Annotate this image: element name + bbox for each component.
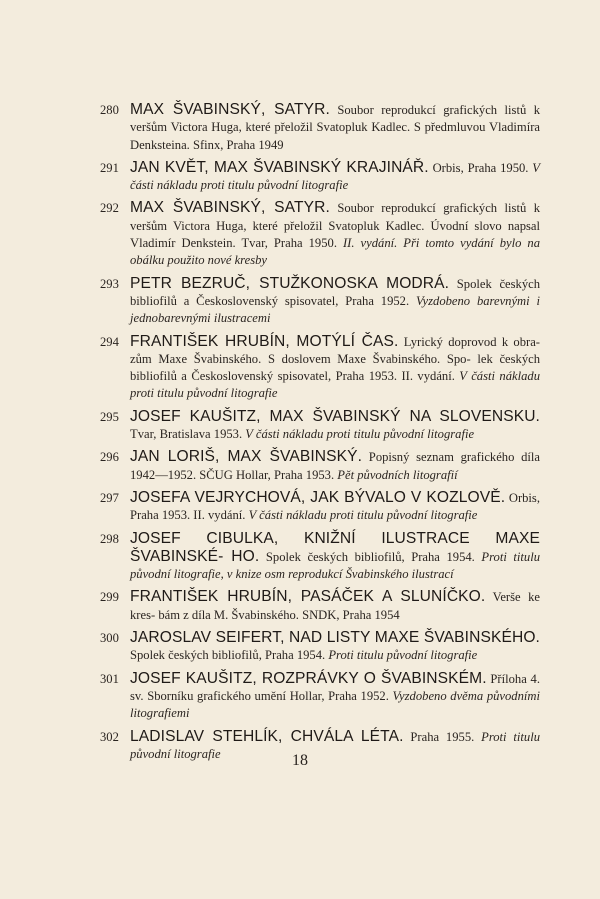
bibliography-entry [100, 670, 540, 723]
entry-heading: JAN KVĚT, MAX ŠVABINSKÝ KRAJINÁŘ. [130, 158, 429, 176]
entry-text: Spolek českých bibliofilů a Československý spisovatel, Praha 1952. [130, 276, 541, 308]
bibliography-entry [100, 159, 540, 195]
entry-note: Vyzdobeno barevnými i jednobarevnými ilustracemi [130, 293, 540, 326]
bibliography-entry [100, 588, 540, 624]
entry-note: Vyzdobeno dvěma původními litografiemi [130, 688, 540, 721]
entry-number: 301 [100, 671, 119, 686]
entry-text: Příloha 4. sv. Sborníku grafického umění Hollar, Praha 1952. [130, 671, 541, 703]
entry-heading: JOSEF KAUŠITZ, ROZPRÁVKY O ŠVABINSKÉM. [130, 669, 487, 687]
entry-text: Popisný seznam grafického díla 1942—1952. SČUG Hollar, Praha 1953. [130, 450, 540, 482]
entry-number: 295 [100, 409, 119, 424]
entry-note: II. vydání. Při tomto vydání bylo na obálku použito nové kresby [130, 236, 540, 268]
entry-number: 294 [100, 334, 119, 349]
entry-number: 302 [100, 729, 119, 744]
entry-heading: FRANTIŠEK HRUBÍN, PASÁČEK A SLUNÍČKO. [130, 588, 486, 606]
entry-number: 291 [100, 160, 119, 175]
entry-heading: PETR BEZRUČ, STUŽKONOSKA MODRÁ. [130, 274, 450, 292]
entry-number: 280 [100, 103, 119, 117]
entry-number: 297 [100, 490, 119, 505]
entry-number: 299 [100, 590, 119, 605]
entry-number: 292 [100, 201, 119, 216]
entry-note: V části nákladu proti titulu původní litografie [130, 369, 540, 401]
entry-note: V části nákladu proti titulu původní litografie [130, 160, 541, 193]
entry-number: 296 [100, 450, 119, 465]
bibliography-entry [100, 530, 540, 584]
page-number: 18 [292, 752, 308, 769]
entry-text: Spolek českých bibliofilů, Praha 1954. [259, 549, 475, 564]
entry-text: Tvar, Bratislava 1953. [130, 427, 243, 442]
entry-note: V části nákladu proti titulu původní litografie [245, 508, 478, 523]
entry-heading: FRANTIŠEK HRUBÍN, MOTÝLÍ ČAS. [130, 332, 399, 350]
entry-heading: JAN LORIŠ, MAX ŠVABINSKÝ. [130, 448, 363, 466]
entry-text: Orbis, Praha 1950. [428, 160, 529, 175]
entry-note: V části nákladu proti titulu původní litografie [242, 427, 475, 442]
entry-text: Soubor reprodukcí grafických listů k veršům Victora Huga, které přeložil Svatopluk Kadlec. Úvodní slovo napsal Vladimír Denkstein. Tvar, Praha 1950. [130, 201, 540, 251]
entry-note: Proti titulu původní litografie, v knize osm reprodukcí Švabinského ilustrací [130, 549, 541, 582]
entry-number: 300 [100, 631, 119, 646]
bibliography-entry [100, 448, 540, 484]
entry-heading: JOSEFA VEJRYCHOVÁ, JAK BÝVALO V KOZLOVĚ. [130, 488, 506, 506]
entry-note: Pět původních litografií [334, 467, 458, 482]
entry-heading: MAX ŠVABINSKÝ, SATYR. [130, 199, 330, 217]
bibliography-entry [100, 101, 540, 154]
bibliography-entry [100, 629, 540, 665]
entry-heading: JOSEF CIBULKA, KNIŽNÍ ILUSTRACE MAXE ŠVABINSKÉ- HO. [130, 529, 540, 565]
entry-heading: LADISLAV STEHLÍK, CHVÁLA LÉTA. [130, 727, 404, 745]
bibliography-entry [100, 275, 540, 328]
bibliography-list [100, 101, 540, 768]
entry-number: 298 [100, 531, 119, 546]
bibliography-entry [100, 199, 540, 269]
entry-text: Lyrický doprovod k obra- zům Maxe Švabinského. S doslovem Maxe Švabinského. Spo- lek českých bibliofilů a Československý spisovatel, Praha 1953. II. vydání. [130, 334, 541, 384]
entry-text: Praha 1955. [403, 729, 475, 744]
entry-text: Soubor reprodukcí grafických listů k veršům Victora Huga, které přeložil Svatopluk Kadlec. S předmluvou Vladimíra Denksteina. Sfinx, Praha 1949 [130, 103, 540, 152]
bibliography-entry [100, 333, 540, 403]
entry-heading: MAX ŠVABINSKÝ, SATYR. [130, 101, 330, 118]
entry-heading: JAROSLAV SEIFERT, NAD LISTY MAXE ŠVABINSKÉHO. [130, 629, 540, 647]
bibliography-entry [100, 489, 540, 525]
entry-number: 293 [100, 276, 119, 291]
entry-note: Proti titulu původní litografie [325, 648, 478, 663]
entry-heading: JOSEF KAUŠITZ, MAX ŠVABINSKÝ NA SLOVENSKU. [130, 407, 540, 425]
entry-text: Verše ke kres- bám z díla M. Švabinského. SNDK, Praha 1954 [130, 590, 540, 622]
entry-note: Proti titulu původní litografie [130, 729, 541, 761]
entry-text: Orbis, Praha 1953. II. vydání. [130, 490, 540, 523]
bibliography-entry [100, 408, 540, 444]
entry-text: Spolek českých bibliofilů, Praha 1954. [130, 648, 326, 663]
